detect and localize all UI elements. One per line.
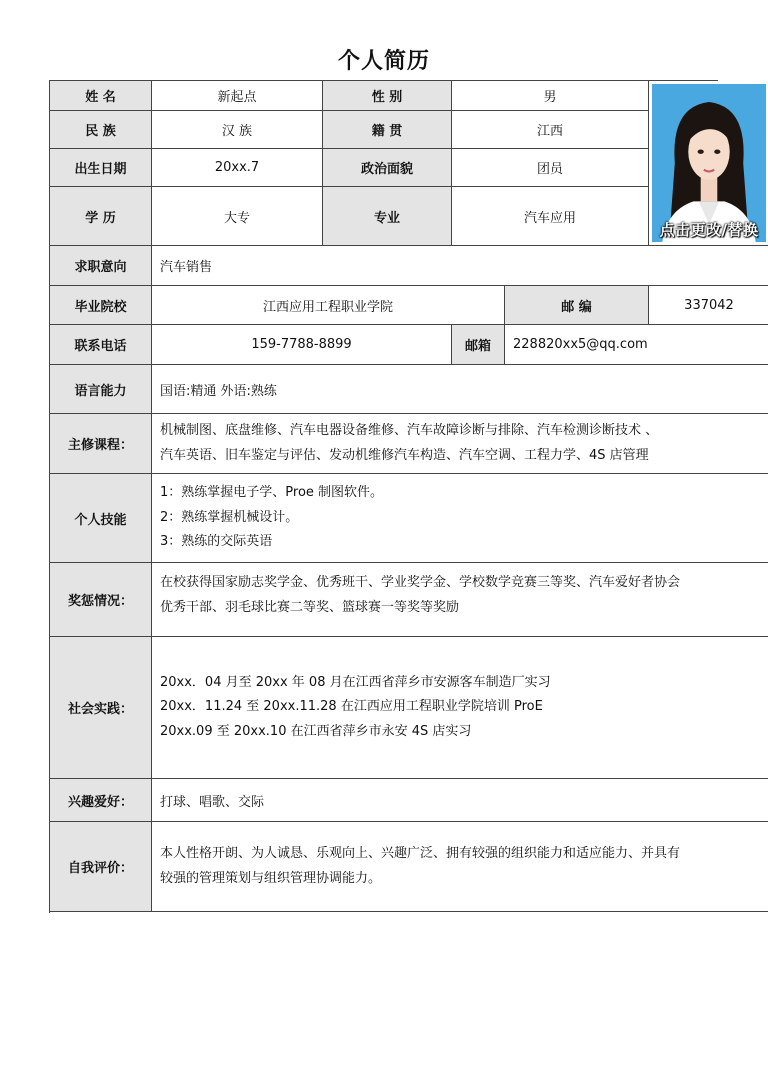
courses-line: 机械制图、底盘维修、汽车电器设备维修、汽车故障诊断与排除、汽车检测诊断技术 、 <box>160 423 659 438</box>
name-label: 姓 名 <box>50 81 152 111</box>
phone-label: 联系电话 <box>50 325 152 365</box>
self-evaluation-line: 较强的管理策划与组织管理协调能力。 <box>160 870 382 886</box>
practice-line: 20xx．04 月至 20xx 年 08 月在江西省萍乡市安源客车制造厂实习 <box>160 674 551 690</box>
name-value: 新起点 <box>152 81 323 111</box>
hobby-label: 兴趣爱好： <box>50 779 152 822</box>
skills-line: 2：熟练掌握机械设计。 <box>160 509 299 525</box>
awards-line: 优秀干部、羽毛球比赛二等奖、篮球赛一等奖等奖励 <box>160 599 460 615</box>
language-label: 语言能力 <box>50 365 152 414</box>
skills-content <box>152 474 768 563</box>
birth-date-value: 20xx.7 <box>152 149 323 187</box>
resume-table <box>49 80 759 913</box>
gender-value: 男 <box>452 81 649 111</box>
native-place-value: 江西 <box>452 111 649 149</box>
education-label: 学 历 <box>50 187 152 246</box>
awards-label: 奖惩情况： <box>50 563 152 637</box>
skills-label: 个人技能 <box>50 474 152 563</box>
practice-line: 20xx.09 至 20xx.10 在江西省萍乡市永安 4S 店实习 <box>160 723 472 739</box>
political-status-value: 团员 <box>452 149 649 187</box>
education-value: 大专 <box>152 187 323 246</box>
change-photo-button[interactable]: 点击更改/替换 <box>659 221 759 239</box>
job-intent-value: 汽车销售 <box>152 246 768 286</box>
native-place-label: 籍 贯 <box>323 111 452 149</box>
awards-line: 在校获得国家励志奖学金、优秀班干、学业奖学金、学校数学竞赛三等奖、汽车爱好者协会 <box>160 575 681 590</box>
self-evaluation-line: 本人性格开朗、为人诚恳、乐观向上、兴趣广泛、拥有较强的组织能力和适应能力、并具有 <box>160 846 681 861</box>
language-value: 国语:精通 外语:熟练 <box>152 365 768 414</box>
zip-code-value: 337042 <box>649 286 768 325</box>
job-intent-label: 求职意向 <box>50 246 152 286</box>
ethnicity-label: 民 族 <box>50 111 152 149</box>
gender-label: 性 别 <box>323 81 452 111</box>
school-label: 毕业院校 <box>50 286 152 325</box>
self-evaluation-label: 自我评价： <box>50 822 152 912</box>
photo-cell[interactable] <box>649 81 768 246</box>
skills-line: 3：熟练的交际英语 <box>160 534 273 550</box>
practice-content <box>152 637 768 779</box>
practice-line: 20xx．11.24 至 20xx.11.28 在江西应用工程职业学院培训 ProE <box>160 699 543 715</box>
zip-code-label: 邮 编 <box>505 286 649 325</box>
phone-value: 159-7788-8899 <box>152 325 452 365</box>
political-status-label: 政治面貌 <box>323 149 452 187</box>
self-evaluation-content <box>152 822 768 912</box>
courses-content <box>152 414 768 474</box>
courses-label: 主修课程： <box>50 414 152 474</box>
birth-date-label: 出生日期 <box>50 149 152 187</box>
awards-content <box>152 563 768 637</box>
courses-line: 汽车英语、旧车鉴定与评估、发动机维修汽车构造、汽车空调、工程力学、4S 店管理 <box>160 447 649 463</box>
practice-label: 社会实践： <box>50 637 152 779</box>
profile-photo[interactable] <box>652 84 766 242</box>
major-value: 汽车应用 <box>452 187 649 246</box>
skills-line: 1：熟练掌握电子学、Proe 制图软件。 <box>160 485 384 501</box>
email-label: 邮箱 <box>452 325 505 365</box>
ethnicity-value: 汉 族 <box>152 111 323 149</box>
page-title: 个人简历 <box>337 49 430 74</box>
major-label: 专业 <box>323 187 452 246</box>
email-value: 228820xx5@qq.com <box>505 325 768 365</box>
hobby-value: 打球、唱歌、交际 <box>152 779 768 822</box>
school-value: 江西应用工程职业学院 <box>152 286 505 325</box>
